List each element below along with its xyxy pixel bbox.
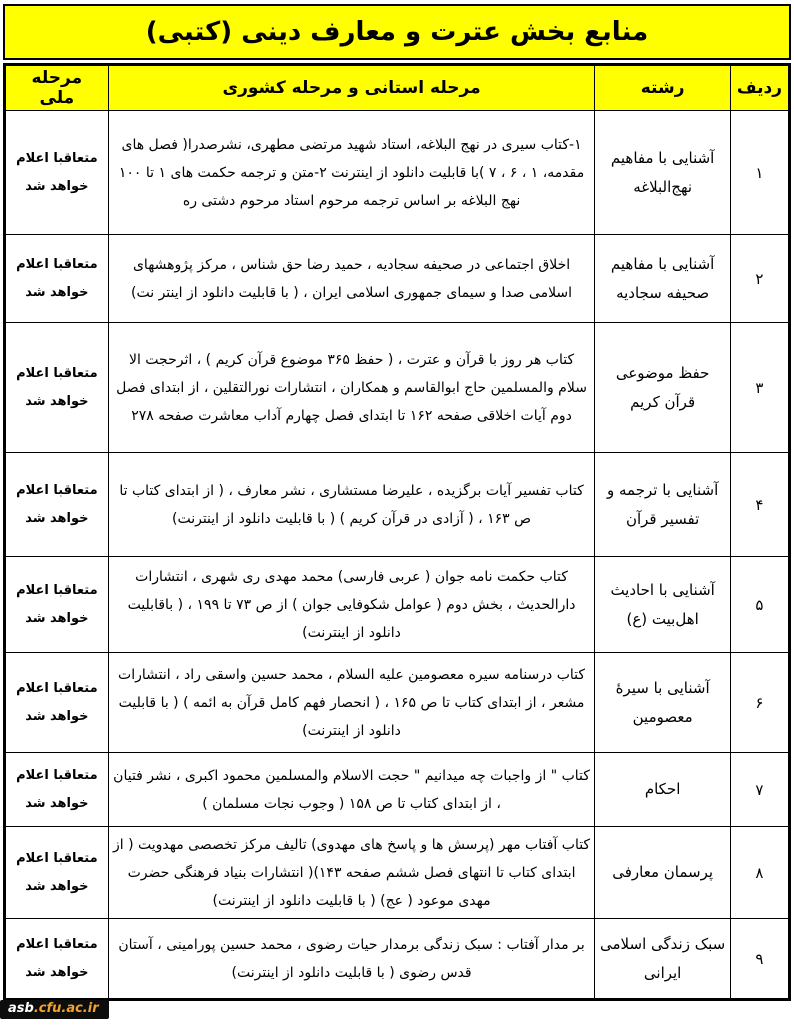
provincial-stage-source: کتاب حکمت نامه جوان ( عربی فارسی) محمد مهدی ری شهری ، انتشارات دارالحدیث ، بخش دوم ( عوامل شکوفایی جوان ) از ص ۷۳ تا ۱۹۹ ، ( باقابلیت دانلود از اینترنت) [108, 557, 595, 653]
provincial-stage-source: ۱-کتاب سیری در نهج البلاغه، استاد شهید مرتضی مطهری، نشرصدرا( فصل های مقدمه، ۱ ، ۶ ، ۷ )با قابلیت دانلود از اینترنت ۲-متن و ترجمه حکمت های ۱ تا ۱۰۰ نهج البلاغه بر اساس ترجمه مرحوم استاد مرحوم دشتی ره [108, 111, 595, 235]
table-header-row [5, 65, 790, 111]
provincial-stage-source: کتاب " از واجبات چه میدانیم " حجت الاسلام والمسلمین محمود اکبری ، نشر فتیان ، از ابتدای کتاب تا ص ۱۵۸ ( وجوب نجات مسلمان ) [108, 753, 595, 827]
table-row [5, 557, 790, 653]
row-number: ۴ [730, 453, 789, 557]
national-stage-note: متعاقبا اعلام خواهد شد [5, 235, 109, 323]
row-number: ۱ [730, 111, 789, 235]
national-stage-note: متعاقبا اعلام خواهد شد [5, 557, 109, 653]
page-title: منابع بخش عترت و معارف دینی (کتبی) [3, 4, 791, 60]
national-stage-note: متعاقبا اعلام خواهد شد [5, 111, 109, 235]
provincial-stage-source: کتاب آفتاب مهر (پرسش ها و پاسخ های مهدوی) تالیف مرکز تخصصی مهدویت ( از ابتدای کتاب تا انتهای فصل ششم صفحه ۱۴۳)( انتشارات بنیاد فرهنگی حضرت مهدی موعود ( عج) ( با قابلیت دانلود از اینترنت) [108, 827, 595, 919]
col-header-ostani: مرحله استانی و مرحله کشوری [108, 65, 595, 111]
col-header-reshteh: رشته [595, 65, 730, 111]
table-row [5, 235, 790, 323]
watermark-prefix: asb [8, 1001, 34, 1016]
table-row [5, 753, 790, 827]
provincial-stage-source: اخلاق اجتماعی در صحیفه سجادیه ، حمید رضا حق شناس ، مرکز پژوهشهای اسلامی صدا و سیمای جمهوری اسلامی ایران ، ( با قابلیت دانلود از اینتر نت) [108, 235, 595, 323]
row-number: ۶ [730, 653, 789, 753]
national-stage-note: متعاقبا اعلام خواهد شد [5, 653, 109, 753]
provincial-stage-source: کتاب تفسیر آیات برگزیده ، علیرضا مستشاری ، نشر معارف ، ( از ابتدای کتاب تا ص ۱۶۳ ، ( آزادی در قرآن کریم ) ( با قابلیت دانلود از اینترنت) [108, 453, 595, 557]
national-stage-note: متعاقبا اعلام خواهد شد [5, 323, 109, 453]
table-row [5, 111, 790, 235]
row-number: ۹ [730, 919, 789, 1000]
national-stage-note: متعاقبا اعلام خواهد شد [5, 453, 109, 557]
col-header-radif: ردیف [730, 65, 789, 111]
row-number: ۳ [730, 323, 789, 453]
provincial-stage-source: کتاب درسنامه سیره معصومین علیه السلام ، محمد حسین واسقی راد ، انتشارات مشعر ، از ابتدای کتاب تا ص ۱۶۵ ، ( انحصار فهم کامل قرآن به ائمه ) ( با قابلیت دانلود از اینترنت) [108, 653, 595, 753]
field-name: آشنایی با سیرۀ معصومین [595, 653, 730, 753]
field-name: آشنایی با احادیث اهل‌بیت (ع) [595, 557, 730, 653]
field-name: آشنایی با مفاهیم صحیفه سجادیه [595, 235, 730, 323]
table-row [5, 323, 790, 453]
col-header-melli: مرحله ملی [5, 65, 109, 111]
watermark-suffix: .cfu.ac.ir [33, 1001, 99, 1016]
resources-table [3, 63, 791, 1001]
row-number: ۲ [730, 235, 789, 323]
provincial-stage-source: بر مدار آفتاب : سبک زندگی برمدار حیات رضوی ، محمد حسین پورامینی ، آستان قدس رضوی ( با قابلیت دانلود از اینترنت) [108, 919, 595, 1000]
national-stage-note: متعاقبا اعلام خواهد شد [5, 827, 109, 919]
table-row [5, 919, 790, 1000]
table-row [5, 827, 790, 919]
row-number: ۵ [730, 557, 789, 653]
national-stage-note: متعاقبا اعلام خواهد شد [5, 753, 109, 827]
field-name: پرسمان معارفی [595, 827, 730, 919]
national-stage-note: متعاقبا اعلام خواهد شد [5, 919, 109, 1000]
field-name: احکام [595, 753, 730, 827]
field-name: سبک زندگی اسلامی ایرانی [595, 919, 730, 1000]
table-row [5, 653, 790, 753]
provincial-stage-source: کتاب هر روز با قرآن و عترت ، ( حفظ ۳۶۵ موضوع قرآن کریم ) ، اثرحجت الا سلام والمسلمین حاج ابوالقاسم و همکاران ، انتشارات نورالتقلین ، از ابتدای فصل دوم آیات اخلاقی صفحه ۱۶۲ تا ابتدای فصل چهارم آداب معاشرت صفحه ۲۷۸ [108, 323, 595, 453]
field-name: آشنایی با مفاهیم نهج‌البلاغه [595, 111, 730, 235]
row-number: ۸ [730, 827, 789, 919]
row-number: ۷ [730, 753, 789, 827]
field-name: آشنایی با ترجمه و تفسیر قرآن [595, 453, 730, 557]
field-name: حفظ موضوعی قرآن کریم [595, 323, 730, 453]
table-row [5, 453, 790, 557]
site-watermark [0, 1000, 109, 1019]
